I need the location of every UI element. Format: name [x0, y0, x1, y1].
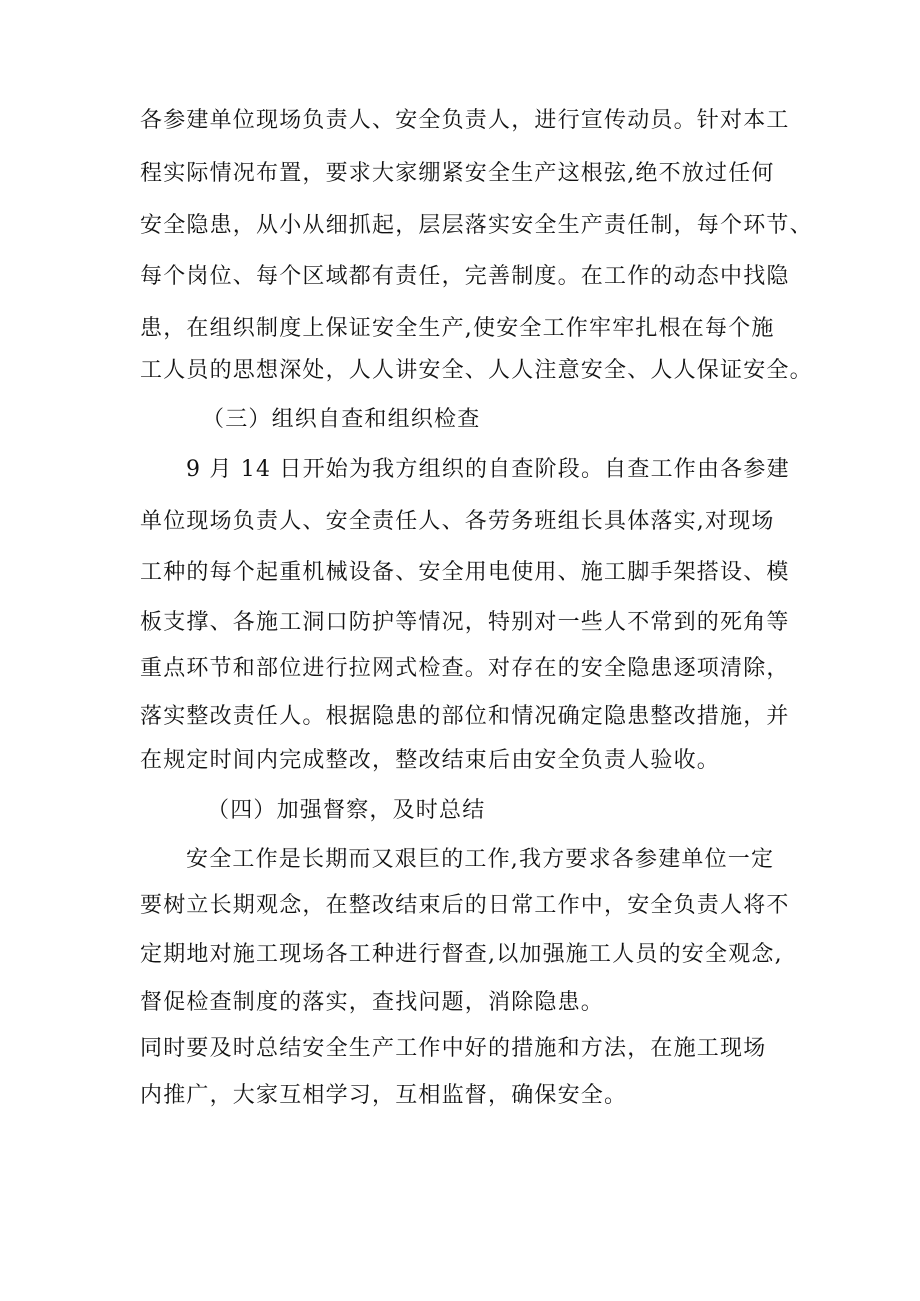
text-line: 定期地对施工现场各工种进行督查,以加强施工人员的安全观念,: [140, 942, 783, 967]
text-line: 单位现场负责人、安全责任人、各劳务班组长具体落实,对现场: [140, 509, 775, 534]
text-line: 要树立长期观念，在整改结束后的日常工作中，安全负责人将不: [140, 893, 790, 918]
text-line: 9 月 14 日开始为我方组织的自查阶段。自查工作由各参建: [186, 457, 790, 482]
text-line: 工种的每个起重机械设备、安全用电使用、施工脚手架搭设、模: [140, 560, 790, 585]
text-line: 重点环节和部位进行拉网式检查。对存在的安全隐患逐项清除，: [140, 656, 790, 681]
text-line: 同时要及时总结安全生产工作中好的措施和方法，在施工现场: [140, 1036, 767, 1061]
text-line: 督促检查制度的落实，查找问题，消除隐患。: [140, 990, 605, 1015]
text-line: 程实际情况布置，要求大家绷紧安全生产这根弦,绝不放过任何: [140, 161, 775, 186]
text-line: 板支撑、各施工洞口防护等情况，特别对一些人不常到的死角等: [140, 610, 790, 635]
text-line: 安全工作是长期而又艰巨的工作,我方要求各参建单位一定: [186, 847, 775, 872]
text-line: 各参建单位现场负责人、安全负责人，进行宣传动员。针对本工: [140, 108, 790, 133]
text-line: 安全隐患，从小从细抓起，层层落实安全生产责任制，每个环节、: [140, 213, 813, 238]
section-heading: （四）加强督察，及时总结: [207, 798, 486, 823]
text-line: 工人员的思想深处，人人讲安全、人人注意安全、人人保证安全。: [140, 358, 813, 383]
section-heading: （三）组织自查和组织检查: [202, 407, 481, 432]
text-line: 落实整改责任人。根据隐患的部位和情况确定隐患整改措施，并: [140, 704, 790, 729]
text-line: 患，在组织制度上保证安全生产,使安全工作牢牢扎根在每个施: [140, 316, 775, 341]
text-line: 每个岗位、每个区域都有责任，完善制度。在工作的动态中找隐: [140, 264, 790, 289]
text-line: 在规定时间内完成整改，整改结束后由安全负责人验收。: [140, 748, 721, 773]
text-line: 内推广，大家互相学习，互相监督，确保安全。: [140, 1083, 628, 1108]
